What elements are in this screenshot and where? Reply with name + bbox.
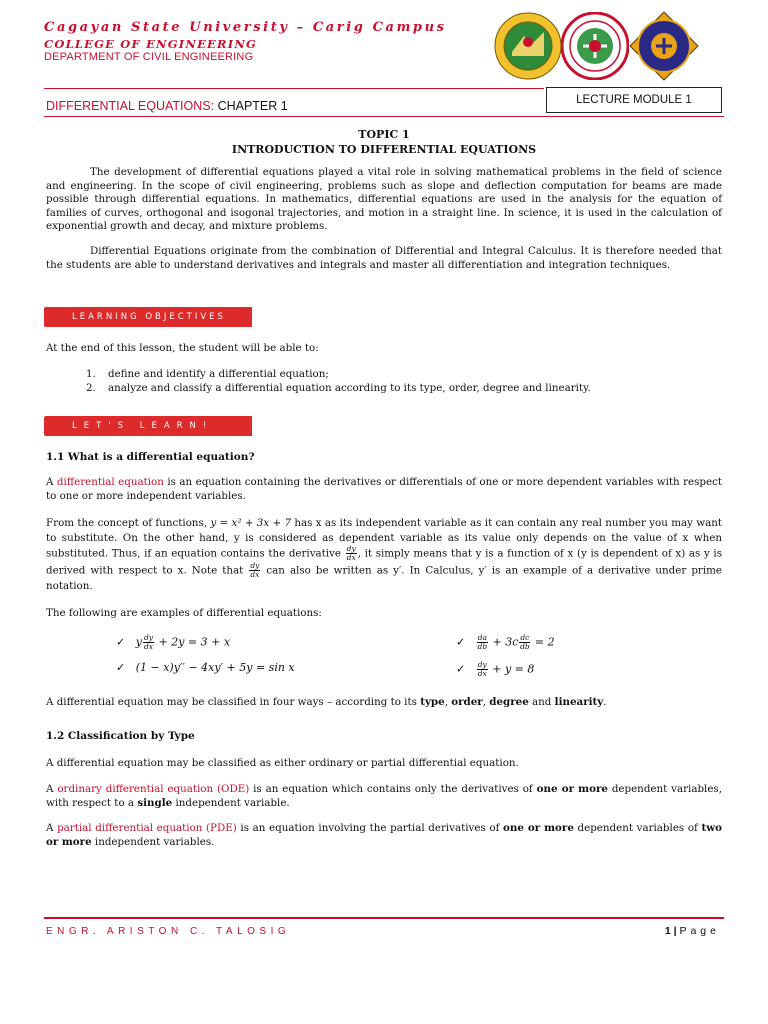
lecture-module-box: LECTURE MODULE 1 — [546, 87, 722, 113]
topic-number: TOPIC 1 — [358, 128, 410, 141]
example-equation-4: ✓ $\frac{dy}{dx}$ + y = 8 — [456, 660, 535, 678]
example-equation-1: ✓ y $\frac{dy}{dx}$ + 2y = 3 + x — [116, 633, 231, 651]
definition-paragraph: A differential equation is an equation containing the derivatives or differentials of one or more dependent variables with respect to one or more independent variables. — [46, 476, 722, 502]
check-icon: ✓ — [116, 661, 126, 674]
college-name: COLLEGE OF ENGINEERING — [44, 37, 258, 51]
pde-definition: A partial differential equation (PDE) is an equation involving the partial derivatives of one or more dependent variables of two or more independent variables. — [46, 822, 722, 848]
section-1-2-heading: 1.2 Classification by Type — [46, 730, 195, 742]
footer-divider — [44, 917, 724, 919]
type-lead: A differential equation may be classified as either ordinary or partial differential equation. — [46, 757, 519, 769]
page-number: 1 | Page — [664, 925, 720, 937]
example-equation-2: ✓ (1 − x)y′′ − 4xy′ + 5y = sin x — [116, 661, 295, 674]
list-item: 2. analyze and classify a differential equation according to its type, order, degree and linearity. — [86, 382, 591, 394]
learning-objectives-banner: LEARNING OBJECTIVES — [44, 307, 252, 327]
header-divider — [44, 88, 544, 89]
department-name: DEPARTMENT OF CIVIL ENGINEERING — [44, 51, 254, 63]
section-1-1-heading: 1.1 What is a differential equation? — [46, 451, 255, 463]
intro-paragraph-2: Differential Equations originate from the combination of Differential and Integral Calculus. It is therefore needed that the students are able to understand derivatives and integrals and master all differentiation and integration techniques. — [46, 245, 722, 271]
topic-title: INTRODUCTION TO DIFFERENTIAL EQUATIONS — [231, 143, 537, 156]
footer-author: ENGR. ARISTON C. TALOSIG — [46, 926, 291, 937]
college-engineering-seal-icon — [561, 12, 629, 80]
pice-seal-icon — [628, 10, 700, 82]
ode-definition: A ordinary differential equation (ODE) is an equation which contains only the derivatives of one or more dependent variables, with respect to a single independent variable. — [46, 783, 722, 809]
list-item: 1. define and identify a differential equation; — [86, 368, 329, 380]
check-icon: ✓ — [116, 635, 126, 649]
objectives-lead: At the end of this lesson, the student will be able to: — [46, 342, 319, 354]
concept-paragraph: From the concept of functions, y = x² + 3x + 7 has x as its independent variable as it can contain any real number you may want to substitute. On the other hand, y is considered as dependent variable as its value only depends on the value of x when substituted. Thus, if an equation contains the derivative $\frac{dy}{dx}$ , it simply means that y is a function of x (y is dependent of x) as y is derived with respect to x. Note that $\frac{dy}{dx}$ can also be written as y′. In Calculus, y′ is an example of a derivative under prime notation. — [46, 517, 722, 593]
examples-lead: The following are examples of differential equations: — [46, 607, 322, 619]
lets-learn-banner: LET'S LEARN! — [44, 416, 252, 436]
intro-paragraph-1: The development of differential equations played a vital role in solving mathematical problems in the field of science and engineering. In the scope of civil engineering, problems such as slope and deflection computation for beams are made possible through differential equations. In mathematics, differential equations are used in the analysis for the equation of families of curves, orthogonal and isogonal trajectories, and motion in a straight line. In science, it is used in the calculation of exponential growth and decay, and mixture problems. — [46, 166, 722, 232]
university-name: Cagayan State University – Carig Campus — [44, 20, 447, 35]
chapter-divider — [44, 116, 724, 117]
university-seal-icon — [494, 12, 562, 80]
classification-sentence: A differential equation may be classified in four ways – according to its type, order, degree and linearity. — [46, 696, 607, 708]
check-icon: ✓ — [456, 662, 466, 676]
example-equation-3: ✓ $\frac{da}{db}$ + 3c $\frac{dc}{db}$ = 2 — [456, 633, 555, 651]
objectives-list — [86, 367, 591, 395]
check-icon: ✓ — [456, 635, 466, 649]
chapter-heading: DIFFERENTIAL EQUATIONS: CHAPTER 1 — [46, 99, 288, 113]
